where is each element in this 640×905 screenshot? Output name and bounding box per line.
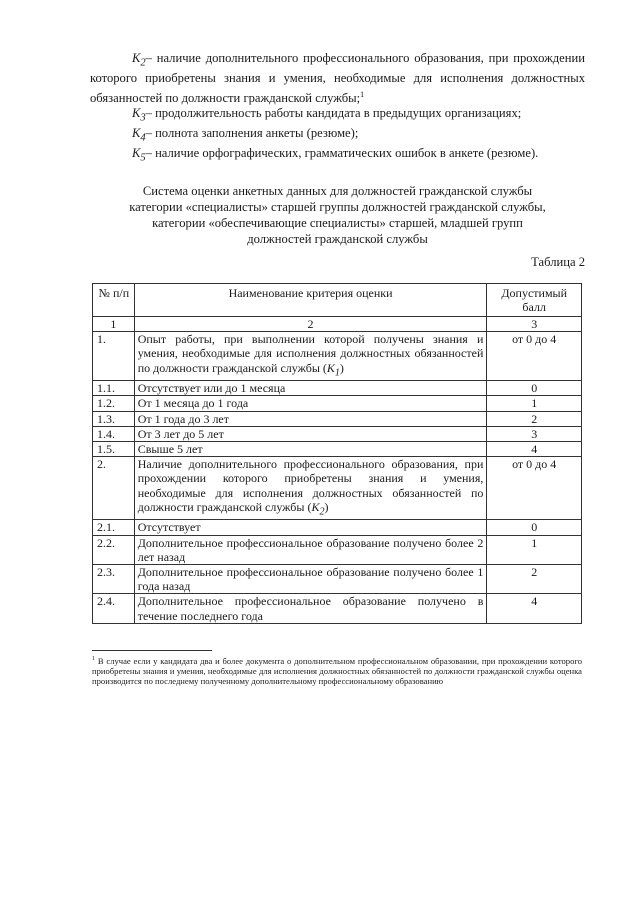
table-label: Таблица 2 [531, 255, 585, 269]
row-num: 1. [93, 332, 135, 381]
row-score: 1 [487, 535, 582, 564]
column-number-row [93, 317, 582, 332]
intro-k4: $К_4-$ полнота заполнения анкеты (резюме); [132, 126, 359, 144]
table-row [93, 426, 582, 441]
header-num: № п/п [93, 284, 135, 317]
row-score: 2 [487, 411, 582, 426]
row-text: Отсутствует или до 1 месяца [134, 381, 487, 396]
section-heading [90, 183, 585, 247]
row-num: 2.3. [93, 565, 135, 594]
row-score: 4 [487, 594, 582, 623]
k2-symbol: $К_2$ [311, 499, 325, 518]
table-row [93, 535, 582, 564]
intro-k2: $К_2-$ наличие дополнительного профессионального образования, при прохождении которого приобретены знания и умения, необходимые для исполнения должностных обязанностей по должности гражданской службы;$^1$ [90, 51, 585, 105]
row-score: 1 [487, 396, 582, 411]
k1-symbol: $К_1$ [326, 360, 340, 378]
table-row [93, 457, 582, 520]
heading-line-4: должностей гражданской службы [247, 232, 428, 246]
k3-symbol: $К_3$ [132, 106, 146, 124]
row-score: 2 [487, 565, 582, 594]
row-text: От 3 лет до 5 лет [134, 426, 487, 441]
row-text: Опыт работы, при выполнении которой получены знания и умения, необходимые для исполнения должностных обязанностей по должности гражданской службы $(К_1)$ [134, 332, 487, 381]
table-row [93, 332, 582, 381]
header-score: Допустимый балл [487, 284, 582, 317]
row-num: 1.2. [93, 396, 135, 411]
table-row [93, 565, 582, 594]
row-num: 2.2. [93, 535, 135, 564]
criteria-intro [90, 51, 585, 166]
row-text: Отсутствует [134, 520, 487, 535]
k2-symbol: $К_2$ [132, 51, 146, 69]
row-num: 2. [93, 457, 135, 520]
footnote: $^1$ В случае если у кандидата два и более документа о дополнительном профессиональном образовании, при прохождении которого приобретены знания и умения, необходимые для исполнения должностных обязанностей по должности гражданской службы оценка производится по последнему полученному дополнительному профессиональному образованию [92, 655, 582, 687]
intro-k3: $К_3-$ продолжительность работы кандидата в предыдущих организациях; [132, 106, 522, 124]
intro-k5: $К_5-$ наличие орфографических, грамматических ошибок в анкете (резюме). [132, 146, 539, 164]
k4-symbol: $К_4$ [132, 126, 146, 144]
row-num: 2.1. [93, 520, 135, 535]
row-score: от 0 до 4 [487, 332, 582, 381]
row-score: 3 [487, 426, 582, 441]
table-row [93, 594, 582, 623]
header-name: Наименование критерия оценки [134, 284, 487, 317]
row-score: 0 [487, 381, 582, 396]
col-number-3: 3 [487, 317, 582, 332]
table-row [93, 520, 582, 535]
row-text: Свыше 5 лет [134, 442, 487, 457]
row-text: От 1 месяца до 1 года [134, 396, 487, 411]
footnote-divider [92, 650, 212, 651]
k5-symbol: $К_5$ [132, 146, 146, 164]
table-row [93, 381, 582, 396]
row-num: 2.4. [93, 594, 135, 623]
table-header-row [93, 284, 582, 317]
row-text: Дополнительное профессиональное образование получено более 1 года назад [134, 565, 487, 594]
heading-line-1: Система оценки анкетных данных для должностей гражданской службы [142, 184, 533, 198]
row-num: 1.3. [93, 411, 135, 426]
row-text: Дополнительное профессиональное образование получено в течение последнего года [134, 594, 487, 623]
footnote-ref[interactable]: 1 [360, 89, 365, 99]
table-row [93, 442, 582, 457]
col-number-2: 2 [134, 317, 487, 332]
row-num: 1.4. [93, 426, 135, 441]
row-num: 1.5. [93, 442, 135, 457]
row-text: От 1 года до 3 лет [134, 411, 487, 426]
row-text: Дополнительное профессиональное образование получено более 2 лет назад [134, 535, 487, 564]
row-num: 1.1. [93, 381, 135, 396]
row-score: 0 [487, 520, 582, 535]
table-row [93, 411, 582, 426]
heading-line-2: категории «специалисты» старшей группы должностей гражданской службы, [129, 200, 546, 214]
row-text: Наличие дополнительного профессионального образования, при прохождении которого приобретены знания и умения, необходимые для исполнения должностных обязанностей по должности гражданской службы $(К_2)$ [134, 457, 487, 520]
row-score: 4 [487, 442, 582, 457]
footnote-mark: 1 [92, 656, 95, 662]
criteria-table [92, 283, 582, 624]
table-row [93, 396, 582, 411]
heading-line-3: категории «обеспечивающие специалисты» старшей, младшей групп [152, 216, 523, 230]
row-score: от 0 до 4 [487, 457, 582, 520]
col-number-1: 1 [93, 317, 135, 332]
